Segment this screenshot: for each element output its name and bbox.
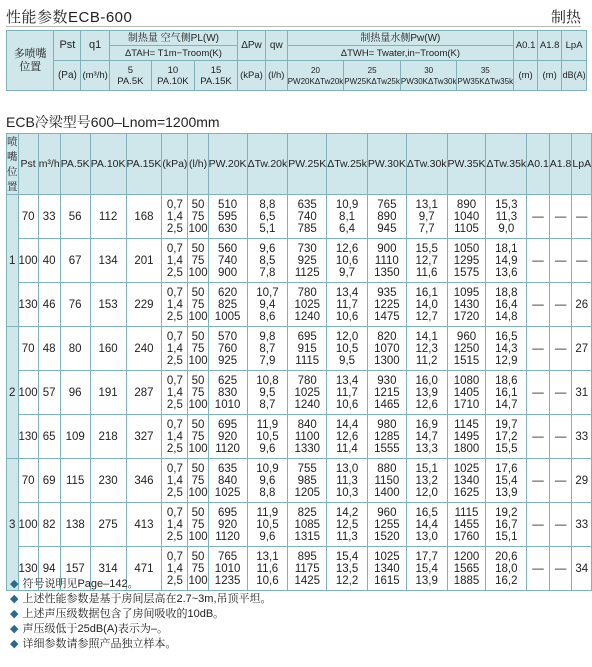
legend-air-title: 制热量 空气侧PL(W) bbox=[109, 31, 237, 46]
position-group-cell: 3 bbox=[7, 459, 19, 591]
table-cell-dt35: 16,5 14,3 12,9 bbox=[486, 327, 527, 371]
table-cell-pst: 130 bbox=[18, 547, 38, 591]
table-cell-lpa: — bbox=[572, 239, 592, 283]
table-header-cell: PA.10K bbox=[90, 134, 126, 195]
legend-water-col-30: 30 PW30KΔTw30k bbox=[400, 61, 457, 91]
table-cell-a01: — bbox=[527, 371, 550, 415]
table-row bbox=[7, 503, 592, 547]
table-cell-q: 82 bbox=[38, 503, 60, 547]
note-item bbox=[10, 577, 272, 592]
table-cell-a18: — bbox=[549, 195, 572, 239]
table-cell-a18: — bbox=[549, 371, 572, 415]
legend-qw: qw bbox=[265, 31, 287, 61]
table-cell-pst: 70 bbox=[18, 459, 38, 503]
table-cell-dt30: 16,9 14,7 13,3 bbox=[406, 415, 447, 459]
position-group-cell: 1 bbox=[7, 195, 19, 327]
table-cell-pw30: 820 1070 1300 bbox=[367, 327, 406, 371]
table-cell-lpa: — bbox=[572, 195, 592, 239]
table-cell-pw25: 755 985 1205 bbox=[288, 459, 327, 503]
table-cell-dt25: 12,6 10,6 9,7 bbox=[327, 239, 368, 283]
legend-air-formula: ΔTAH= T1m−Troom(K) bbox=[109, 46, 237, 61]
table-row bbox=[7, 327, 592, 371]
legend-a01-unit: (m) bbox=[514, 61, 538, 91]
table-cell-kpa: 0,7 1,4 2,5 bbox=[162, 371, 188, 415]
table-cell-dt20: 9,6 8,5 7,8 bbox=[247, 239, 288, 283]
table-cell-p5: 56 bbox=[60, 195, 90, 239]
table-cell-p15: 346 bbox=[126, 459, 162, 503]
table-cell-dt35: 18,1 14,9 13,6 bbox=[486, 239, 527, 283]
table-cell-p5: 96 bbox=[60, 371, 90, 415]
table-row bbox=[7, 415, 592, 459]
table-cell-kpa: 0,7 1,4 2,5 bbox=[162, 283, 188, 327]
table-cell-dt35: 17,6 15,4 13,9 bbox=[486, 459, 527, 503]
table-cell-dt20: 10,9 9,6 8,8 bbox=[247, 459, 288, 503]
table-cell-pw25: 730 925 1125 bbox=[288, 239, 327, 283]
table-cell-kpa: 0,7 1,4 2,5 bbox=[162, 327, 188, 371]
table-row bbox=[7, 195, 592, 239]
table-cell-pw25: 780 1025 1240 bbox=[288, 371, 327, 415]
table-cell-dt25: 15,4 13,5 12,2 bbox=[327, 547, 368, 591]
table-cell-lh: 50 75 100 bbox=[188, 459, 208, 503]
table-cell-a01: — bbox=[527, 415, 550, 459]
table-cell-pw25: 780 1025 1240 bbox=[288, 283, 327, 327]
legend-pst-unit: (Pa) bbox=[54, 61, 81, 91]
table-cell-p15: 413 bbox=[126, 503, 162, 547]
notes bbox=[10, 577, 272, 652]
legend-qw-unit: (l/h) bbox=[265, 61, 287, 91]
table-cell-a01: — bbox=[527, 283, 550, 327]
legend-pst: Pst bbox=[54, 31, 81, 61]
table-cell-a01: — bbox=[527, 547, 550, 591]
table-cell-dt20: 13,1 11,6 10,6 bbox=[247, 547, 288, 591]
data-table bbox=[6, 133, 592, 591]
table-cell-a18: — bbox=[549, 415, 572, 459]
table-header-cell: PW.30K bbox=[367, 134, 406, 195]
note-item bbox=[10, 607, 272, 622]
table-cell-pw35: 960 1250 1515 bbox=[447, 327, 486, 371]
table-cell-pw30: 935 1225 1475 bbox=[367, 283, 406, 327]
table-header-cell: PW.25K bbox=[288, 134, 327, 195]
table-row bbox=[7, 239, 592, 283]
table-cell-dt35: 18,6 16,1 14,7 bbox=[486, 371, 527, 415]
table-cell-dt35: 18,8 16,4 14,8 bbox=[486, 283, 527, 327]
table-cell-lpa: 29 bbox=[572, 459, 592, 503]
table-cell-dt30: 17,7 15,4 13,9 bbox=[406, 547, 447, 591]
legend-dpw-unit: (kPa) bbox=[238, 61, 266, 91]
table-cell-dt25: 13,4 11,7 10,6 bbox=[327, 283, 368, 327]
note-text: 声压级低于25dB(A)表示为–。 bbox=[22, 623, 168, 635]
table-cell-pst: 70 bbox=[18, 327, 38, 371]
bullet-icon: ◆ bbox=[10, 638, 19, 650]
note-text: 上述声压级数据包含了房间吸收的10dB。 bbox=[22, 608, 225, 620]
legend-lpa: LpA bbox=[562, 31, 587, 61]
table-cell-pw30: 930 1215 1465 bbox=[367, 371, 406, 415]
table-cell-p5: 115 bbox=[60, 459, 90, 503]
table-header-cell: m³/h bbox=[38, 134, 60, 195]
legend-water-formula: ΔTWH= Twater,in−Troom(K) bbox=[287, 46, 513, 61]
table-cell-a01: — bbox=[527, 327, 550, 371]
table-cell-q: 48 bbox=[38, 327, 60, 371]
table-cell-p10: 112 bbox=[90, 195, 126, 239]
table-cell-p15: 471 bbox=[126, 547, 162, 591]
table-cell-pw35: 1025 1340 1625 bbox=[447, 459, 486, 503]
table-cell-p10: 230 bbox=[90, 459, 126, 503]
table-cell-pst: 130 bbox=[18, 415, 38, 459]
legend-air-col-5: 5 PA.5K bbox=[109, 61, 151, 91]
position-group-cell: 2 bbox=[7, 327, 19, 459]
table-cell-dt25: 14,2 12,5 11,3 bbox=[327, 503, 368, 547]
table-cell-dt20: 11,9 10,5 9,6 bbox=[247, 503, 288, 547]
table-cell-q: 94 bbox=[38, 547, 60, 591]
table-cell-dt30: 15,1 13,2 12,0 bbox=[406, 459, 447, 503]
legend-dpw: ΔPw bbox=[238, 31, 266, 61]
table-cell-dt30: 13,1 9,7 7,7 bbox=[406, 195, 447, 239]
table-cell-kpa: 0,7 1,4 2,5 bbox=[162, 415, 188, 459]
table-cell-pw30: 900 1110 1350 bbox=[367, 239, 406, 283]
table-cell-a01: — bbox=[527, 503, 550, 547]
table-header-cell: ΔTw.20k bbox=[247, 134, 288, 195]
table-cell-kpa: 0,7 1,4 2,5 bbox=[162, 195, 188, 239]
section-title: ECB冷梁型号600–Lnom=1200mm bbox=[6, 114, 220, 130]
table-cell-p5: 109 bbox=[60, 415, 90, 459]
table-cell-dt20: 8,8 6,5 5,1 bbox=[247, 195, 288, 239]
table-cell-dt25: 13,4 11,7 10,6 bbox=[327, 371, 368, 415]
table-cell-pw25: 825 1085 1315 bbox=[288, 503, 327, 547]
table-cell-pw30: 880 1150 1400 bbox=[367, 459, 406, 503]
table-header-cell: A0.1 bbox=[527, 134, 550, 195]
table-cell-dt35: 19,2 16,7 15,1 bbox=[486, 503, 527, 547]
table-cell-p10: 218 bbox=[90, 415, 126, 459]
table-cell-p10: 153 bbox=[90, 283, 126, 327]
table-cell-p5: 157 bbox=[60, 547, 90, 591]
table-header-cell: ΔTw.30k bbox=[406, 134, 447, 195]
legend-air-col-15: 15 PA.15K bbox=[194, 61, 237, 91]
table-cell-lh: 50 75 100 bbox=[188, 503, 208, 547]
table-cell-p15: 327 bbox=[126, 415, 162, 459]
table-cell-a18: — bbox=[549, 547, 572, 591]
table-header-cell: PW.20K bbox=[208, 134, 247, 195]
table-cell-lpa: 34 bbox=[572, 547, 592, 591]
table-cell-a01: — bbox=[527, 459, 550, 503]
table-cell-pw30: 765 890 945 bbox=[367, 195, 406, 239]
table-cell-a01: — bbox=[527, 239, 550, 283]
table-cell-dt35: 19,7 17,2 15,5 bbox=[486, 415, 527, 459]
table-header-cell: (kPa) bbox=[162, 134, 188, 195]
table-cell-pw20: 570 760 925 bbox=[208, 327, 247, 371]
legend-a18: A1.8 bbox=[538, 31, 562, 61]
bullet-icon: ◆ bbox=[10, 578, 19, 590]
table-cell-kpa: 0,7 1,4 2,5 bbox=[162, 459, 188, 503]
table-cell-lh: 50 75 100 bbox=[188, 239, 208, 283]
table-cell-lpa: 31 bbox=[572, 371, 592, 415]
table-cell-lh: 50 75 100 bbox=[188, 283, 208, 327]
table-cell-pw20: 560 740 900 bbox=[208, 239, 247, 283]
table-cell-pw20: 510 595 630 bbox=[208, 195, 247, 239]
table-row bbox=[7, 283, 592, 327]
table-cell-p5: 80 bbox=[60, 327, 90, 371]
table-cell-kpa: 0,7 1,4 2,5 bbox=[162, 547, 188, 591]
table-cell-pw25: 635 740 785 bbox=[288, 195, 327, 239]
note-item bbox=[10, 637, 272, 652]
table-cell-a01: — bbox=[527, 195, 550, 239]
table-cell-pw20: 765 1010 1235 bbox=[208, 547, 247, 591]
table-header-cell: LpA bbox=[572, 134, 592, 195]
note-text: 符号说明见Page–142。 bbox=[22, 578, 139, 590]
legend-a01: A0.1 bbox=[514, 31, 538, 61]
note-text: 上述性能参数是基于房间层高在2.7~3m,吊顶平坦。 bbox=[22, 593, 272, 605]
table-cell-lh: 50 75 100 bbox=[188, 327, 208, 371]
table-cell-dt30: 14,1 12,3 11,2 bbox=[406, 327, 447, 371]
table-header-row bbox=[7, 134, 592, 195]
table-cell-dt20: 11,9 10,5 9,6 bbox=[247, 415, 288, 459]
table-header-cell: (l/h) bbox=[188, 134, 208, 195]
table-header-cell: PW.35K bbox=[447, 134, 486, 195]
table-cell-lh: 50 75 100 bbox=[188, 415, 208, 459]
table-cell-dt25: 12,0 10,5 9,5 bbox=[327, 327, 368, 371]
table-cell-pst: 130 bbox=[18, 283, 38, 327]
table-cell-pw30: 960 1255 1520 bbox=[367, 503, 406, 547]
table-cell-pw25: 840 1100 1330 bbox=[288, 415, 327, 459]
table-cell-p10: 191 bbox=[90, 371, 126, 415]
table-header-cell: Pst bbox=[18, 134, 38, 195]
legend-water-col-20: 20 PW20KΔTw20k bbox=[287, 61, 344, 91]
note-item bbox=[10, 622, 272, 637]
table-cell-pst: 100 bbox=[18, 239, 38, 283]
table-cell-dt20: 10,8 9,5 8,7 bbox=[247, 371, 288, 415]
table-cell-dt25: 14,4 12,6 11,4 bbox=[327, 415, 368, 459]
table-cell-pw25: 895 1175 1425 bbox=[288, 547, 327, 591]
table-cell-p5: 138 bbox=[60, 503, 90, 547]
table-cell-pw20: 625 830 1010 bbox=[208, 371, 247, 415]
table-header-cell: PA.15K bbox=[126, 134, 162, 195]
table-cell-a18: — bbox=[549, 283, 572, 327]
table-cell-p10: 275 bbox=[90, 503, 126, 547]
table-cell-a18: — bbox=[549, 327, 572, 371]
table-cell-pw35: 1080 1405 1710 bbox=[447, 371, 486, 415]
table-cell-a18: — bbox=[549, 239, 572, 283]
mode-label: 制热 bbox=[550, 9, 581, 26]
table-cell-p15: 168 bbox=[126, 195, 162, 239]
table-header-cell: ΔTw.25k bbox=[327, 134, 368, 195]
table-cell-kpa: 0,7 1,4 2,5 bbox=[162, 239, 188, 283]
note-item bbox=[10, 592, 272, 607]
table-cell-dt20: 9,8 8,7 7,9 bbox=[247, 327, 288, 371]
title-bar bbox=[6, 4, 581, 27]
table-cell-pw20: 620 825 1005 bbox=[208, 283, 247, 327]
table-cell-p15: 240 bbox=[126, 327, 162, 371]
table-cell-pst: 70 bbox=[18, 195, 38, 239]
legend-position: 多喷嘴 位置 bbox=[7, 31, 54, 91]
table-cell-pw20: 635 840 1025 bbox=[208, 459, 247, 503]
table-cell-lh: 50 75 100 bbox=[188, 371, 208, 415]
legend-water-title: 制热量水侧Pw(W) bbox=[287, 31, 513, 46]
table-cell-kpa: 0,7 1,4 2,5 bbox=[162, 503, 188, 547]
table-cell-p15: 201 bbox=[126, 239, 162, 283]
table-cell-dt35: 20,6 18,0 16,2 bbox=[486, 547, 527, 591]
table-cell-lpa: 26 bbox=[572, 283, 592, 327]
table-cell-p15: 287 bbox=[126, 371, 162, 415]
table-cell-lpa: 27 bbox=[572, 327, 592, 371]
table-cell-dt25: 13,0 11,3 10,3 bbox=[327, 459, 368, 503]
table-cell-pw20: 695 920 1120 bbox=[208, 415, 247, 459]
table-cell-pw30: 1025 1340 1615 bbox=[367, 547, 406, 591]
table-cell-dt25: 10,9 8,1 6,4 bbox=[327, 195, 368, 239]
table-cell-pw35: 1145 1495 1800 bbox=[447, 415, 486, 459]
bullet-icon: ◆ bbox=[10, 608, 19, 620]
table-cell-pw25: 695 915 1115 bbox=[288, 327, 327, 371]
table-cell-dt35: 15,3 11,3 9,0 bbox=[486, 195, 527, 239]
note-text: 详细参数请参照产品独立样本。 bbox=[22, 638, 177, 650]
bullet-icon: ◆ bbox=[10, 623, 19, 635]
table-cell-pst: 100 bbox=[18, 371, 38, 415]
table-header-cell: 喷嘴 位置 bbox=[7, 134, 19, 195]
legend-lpa-unit: dB(A) bbox=[562, 61, 587, 91]
table-cell-pw30: 980 1285 1555 bbox=[367, 415, 406, 459]
table-cell-p10: 160 bbox=[90, 327, 126, 371]
table-cell-pw35: 1115 1455 1760 bbox=[447, 503, 486, 547]
legend-q1: q1 bbox=[81, 31, 109, 61]
table-cell-pw35: 1095 1430 1720 bbox=[447, 283, 486, 327]
table-cell-pst: 100 bbox=[18, 503, 38, 547]
table-cell-q: 40 bbox=[38, 239, 60, 283]
legend-q1-unit: (m³/h) bbox=[81, 61, 109, 91]
table-cell-pw35: 1050 1295 1575 bbox=[447, 239, 486, 283]
table-cell-pw35: 890 1040 1105 bbox=[447, 195, 486, 239]
table-header-cell: PA.5K bbox=[60, 134, 90, 195]
table-cell-p5: 76 bbox=[60, 283, 90, 327]
table-header-cell: ΔTw.35k bbox=[486, 134, 527, 195]
table-cell-a18: — bbox=[549, 459, 572, 503]
table-cell-dt30: 16,1 14,0 12,7 bbox=[406, 283, 447, 327]
table-cell-dt30: 16,0 13,9 12,6 bbox=[406, 371, 447, 415]
table-row bbox=[7, 459, 592, 503]
page-title: 性能参数ECB-600 bbox=[6, 9, 133, 26]
table-cell-lh: 50 75 100 bbox=[188, 195, 208, 239]
table-cell-q: 57 bbox=[38, 371, 60, 415]
table-cell-q: 33 bbox=[38, 195, 60, 239]
bullet-icon: ◆ bbox=[10, 593, 19, 605]
table-cell-q: 46 bbox=[38, 283, 60, 327]
table-cell-pw35: 1200 1565 1885 bbox=[447, 547, 486, 591]
table-cell-dt30: 16,5 14,4 13,0 bbox=[406, 503, 447, 547]
table-cell-dt20: 10,7 9,4 8,6 bbox=[247, 283, 288, 327]
table-cell-lpa: 33 bbox=[572, 415, 592, 459]
table-header-cell: A1.8 bbox=[549, 134, 572, 195]
table-cell-p10: 314 bbox=[90, 547, 126, 591]
table-cell-q: 69 bbox=[38, 459, 60, 503]
table-cell-p5: 67 bbox=[60, 239, 90, 283]
legend-water-col-35: 35 PW35KΔTw35k bbox=[457, 61, 514, 91]
table-cell-q: 65 bbox=[38, 415, 60, 459]
table-cell-p15: 229 bbox=[126, 283, 162, 327]
table-cell-p10: 134 bbox=[90, 239, 126, 283]
legend-water-col-25: 25 PW25KΔTw25k bbox=[344, 61, 401, 91]
legend-air-col-10: 10 PA.10K bbox=[151, 61, 194, 91]
legend-a18-unit: (m) bbox=[538, 61, 562, 91]
table-cell-dt30: 15,5 12,7 11,6 bbox=[406, 239, 447, 283]
table-cell-a18: — bbox=[549, 503, 572, 547]
legend-table bbox=[6, 30, 587, 91]
table-row bbox=[7, 371, 592, 415]
table-cell-pw20: 695 920 1120 bbox=[208, 503, 247, 547]
table-cell-lh: 50 75 100 bbox=[188, 547, 208, 591]
table-cell-lpa: 33 bbox=[572, 503, 592, 547]
